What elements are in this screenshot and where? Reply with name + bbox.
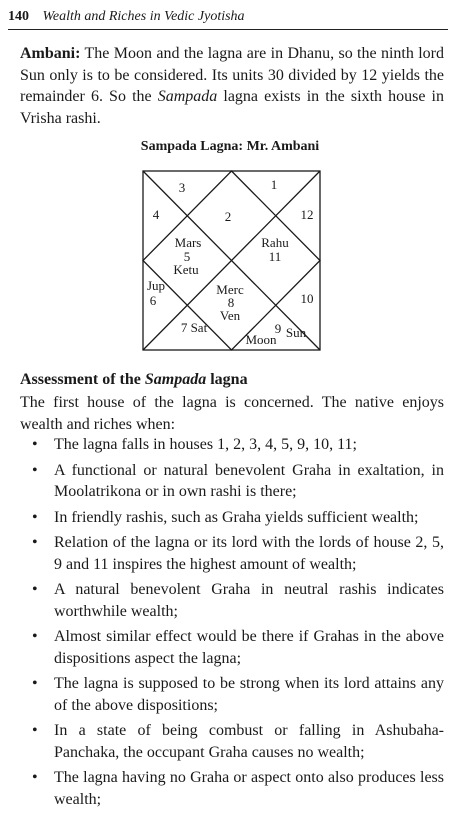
- house-5-label: 5: [183, 249, 191, 264]
- chart-title: Sampada Lagna: Mr. Ambani: [140, 139, 320, 154]
- rahu-label: Rahu: [261, 235, 289, 250]
- house-10-label: 10: [300, 291, 314, 306]
- mars-label: Mars: [174, 235, 202, 250]
- list-item: • A functional or natural benevolent Graha in exaltation, in Moolatrikona or in own rashi is there;: [20, 460, 444, 503]
- house-6-label: 6: [149, 293, 157, 308]
- merc-label: Merc: [216, 282, 244, 297]
- house-4-label: 4: [152, 207, 160, 222]
- section-heading: [20, 371, 248, 389]
- sun-label: Sun: [285, 325, 307, 340]
- house-2-label: 2: [224, 209, 232, 224]
- list-item: • A natural benevolent Graha in neutral rashis indicates worthwhile wealth;: [20, 579, 444, 622]
- paragraph-lead: Ambani:: [20, 45, 81, 62]
- house-7-sat-label: 7 Sat: [180, 320, 208, 335]
- list-item: • The lagna having no Graha or aspect onto also produces less wealth;: [20, 767, 444, 810]
- list-item: • In a state of being combust or falling in Ashubaha-Panchaka, the occupant Graha causes no wealth;: [20, 720, 444, 763]
- paragraph-text-2: lagna exists in the sixth house in Vrisha rashi.: [20, 88, 444, 127]
- list-item: • In friendly rashis, such as Graha yields sufficient wealth;: [20, 507, 444, 529]
- moon-label: Moon: [245, 332, 277, 347]
- list-item: • Relation of the lagna or its lord with the lords of house 2, 5, 9 and 11 inspires the highest amount of wealth;: [20, 532, 444, 575]
- house-11-label: 11: [268, 249, 282, 264]
- house-1-label: 1: [270, 177, 278, 192]
- conditions-list: [20, 434, 444, 814]
- house-3-label: 3: [178, 180, 186, 195]
- list-item: • The lagna is supposed to be strong when its lord attains any of the above dispositions;: [20, 673, 444, 716]
- jup-label: Jup: [146, 278, 166, 293]
- paragraph-italic: Sampada: [157, 88, 218, 105]
- house-9-label: 9: [274, 321, 282, 336]
- section-intro: The first house of the lagna is concerned. The native enjoys wealth and riches when:: [20, 394, 444, 433]
- section-heading-text-1: Assessment of the: [20, 371, 145, 388]
- section-heading-italic: Sampada: [144, 371, 207, 388]
- ketu-label: Ketu: [173, 262, 199, 277]
- list-item: • Almost similar effect would be there if Grahas in the above dispositions aspect the lagna;: [20, 626, 444, 669]
- house-12-label: 12: [300, 207, 314, 222]
- page-number: 140: [8, 9, 29, 24]
- running-title: Wealth and Riches in Vedic Jyotisha: [42, 9, 245, 24]
- ven-label: Ven: [219, 308, 241, 323]
- north-indian-chart: [0, 0, 460, 370]
- list-item: • The lagna falls in houses 1, 2, 3, 4, 5, 9, 10, 11;: [20, 434, 444, 456]
- house-8-label: 8: [227, 295, 235, 310]
- section-heading-text-2: lagna: [206, 371, 248, 388]
- paragraph-text-1: The Moon and the lagna are in Dhanu, so the ninth lord Sun only is to be considered. Its units 30 divided by 12 yields the remainder 6. So the: [20, 45, 444, 105]
